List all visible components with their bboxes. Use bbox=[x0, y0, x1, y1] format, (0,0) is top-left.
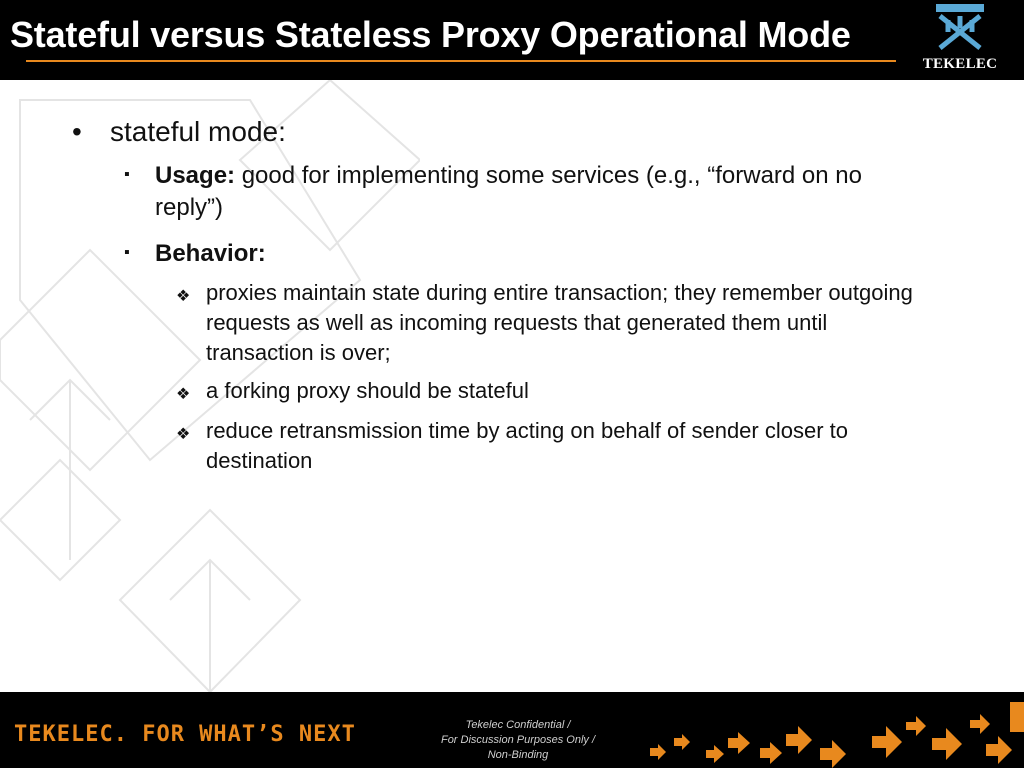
arrow-icon bbox=[1010, 702, 1024, 732]
behavior-item bbox=[155, 238, 935, 270]
stateful-mode-heading: stateful mode: bbox=[110, 116, 286, 147]
bullet-behavior-2: ❖ bbox=[176, 386, 191, 403]
footer-arrows-decoration bbox=[636, 692, 1024, 768]
usage-label: Usage: bbox=[155, 162, 236, 189]
arrow-icon bbox=[728, 732, 750, 754]
logo-wordmark: TEKELEC bbox=[922, 56, 998, 72]
arrow-icon bbox=[674, 734, 690, 750]
arrow-icon bbox=[820, 740, 846, 768]
behavior-label: Behavior: bbox=[155, 240, 266, 267]
arrow-icon bbox=[932, 728, 962, 760]
arrow-icon bbox=[706, 745, 724, 763]
title-underline bbox=[26, 60, 896, 62]
footer-tagline: TEKELEC. FOR WHAT’S NEXT bbox=[14, 722, 356, 747]
confidential-line-1: Tekelec Confidential / bbox=[465, 719, 571, 731]
bullet-behavior: ▪ bbox=[124, 244, 130, 261]
arrow-icon bbox=[760, 742, 782, 764]
bullet-behavior-3: ❖ bbox=[176, 426, 191, 443]
confidential-line-3: Non-Binding bbox=[487, 749, 549, 761]
arrow-icon bbox=[872, 726, 902, 758]
usage-text: good for implementing some services (e.g., “forward on no reply”) bbox=[155, 162, 862, 221]
tekelec-logo-icon bbox=[932, 2, 988, 52]
header-bar bbox=[0, 0, 1024, 80]
bullet-usage: ▪ bbox=[124, 166, 130, 183]
slide-title: Stateful versus Stateless Proxy Operational Mode bbox=[10, 14, 851, 55]
bullet-behavior-1: ❖ bbox=[176, 288, 191, 305]
bullet-level1: • bbox=[72, 116, 82, 147]
footer-bar bbox=[0, 692, 1024, 768]
arrow-icon bbox=[970, 714, 990, 734]
behavior-point-1: proxies maintain state during entire transaction; they remember outgoing requests as well as incoming requests that generated them until transaction is over; bbox=[206, 280, 913, 365]
arrow-icon bbox=[650, 744, 666, 760]
confidential-line-2: For Discussion Purposes Only / bbox=[440, 734, 596, 746]
behavior-point-2: a forking proxy should be stateful bbox=[206, 378, 529, 403]
arrow-icon bbox=[906, 716, 926, 736]
arrow-icon bbox=[786, 726, 812, 754]
slide-body bbox=[0, 80, 1024, 692]
arrow-icon bbox=[986, 736, 1012, 764]
behavior-point-3: reduce retransmission time by acting on behalf of sender closer to destination bbox=[206, 418, 848, 473]
confidential-notice bbox=[418, 718, 618, 763]
usage-item bbox=[155, 160, 935, 224]
